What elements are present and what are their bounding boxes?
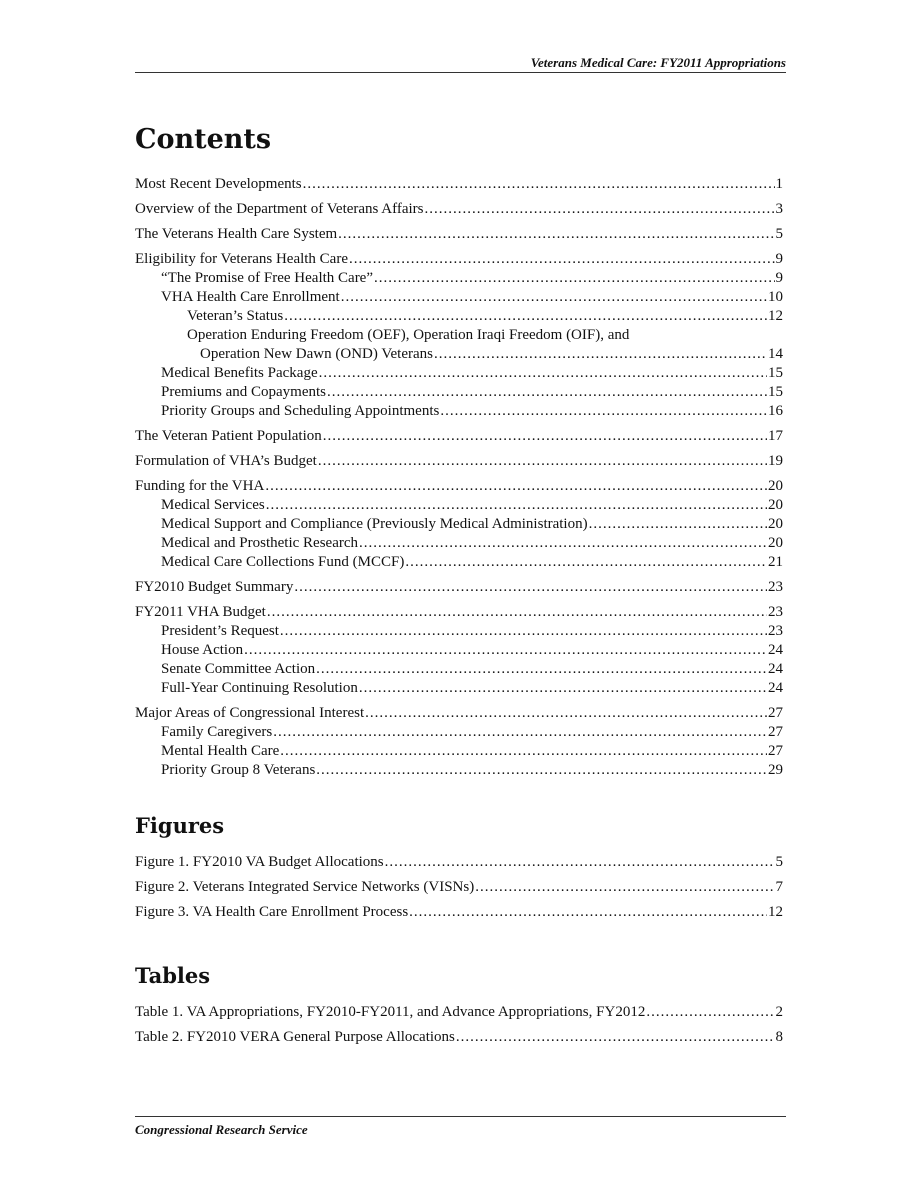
dot-leader <box>359 534 767 553</box>
toc-entry[interactable] <box>135 660 783 679</box>
figures-title: Figures <box>135 813 225 838</box>
dot-leader <box>434 345 767 364</box>
toc-entry-title: Mental Health Care <box>161 743 280 759</box>
dot-leader <box>316 761 767 780</box>
toc-entry[interactable] <box>135 452 783 471</box>
toc-page-number: 23 <box>768 579 783 595</box>
toc-page-number: 29 <box>768 762 783 778</box>
toc-page-number: 14 <box>768 346 783 362</box>
toc-entry[interactable] <box>135 200 783 219</box>
toc-page-number: 15 <box>768 384 783 400</box>
toc-page-number: 16 <box>768 403 783 419</box>
dot-leader <box>265 477 767 496</box>
toc-entry-title: Medical Support and Compliance (Previously Medical Administration) <box>161 516 588 532</box>
toc-page-number: 27 <box>768 705 783 721</box>
toc-entry-title: Figure 1. FY2010 VA Budget Allocations <box>135 854 384 870</box>
toc-entry[interactable] <box>135 326 783 364</box>
toc-entry-title: Priority Groups and Scheduling Appointments <box>161 403 440 419</box>
dot-leader <box>318 452 767 471</box>
toc-page-number: 10 <box>768 289 783 305</box>
dot-leader <box>385 853 775 872</box>
toc-entry-title: Formulation of VHA’s Budget <box>135 453 317 469</box>
figures-section <box>135 812 783 922</box>
toc-entry-title: “The Promise of Free Health Care” <box>161 270 373 286</box>
figure-entry[interactable] <box>135 878 783 897</box>
toc-page-number: 1 <box>775 176 783 192</box>
tables-section <box>135 962 783 1047</box>
dot-leader <box>341 288 767 307</box>
toc-entry-title: Medical Benefits Package <box>161 365 318 381</box>
toc-page-number: 17 <box>768 428 783 444</box>
dot-leader <box>284 307 767 326</box>
toc-entry[interactable] <box>135 496 783 515</box>
toc-page-number: 3 <box>775 201 783 217</box>
toc-entry-title: VHA Health Care Enrollment <box>161 289 340 305</box>
toc-entry[interactable] <box>135 534 783 553</box>
toc-page-number: 24 <box>768 642 783 658</box>
toc-entry-title: Table 1. VA Appropriations, FY2010-FY2011, and Advance Appropriations, FY2012 <box>135 1004 646 1020</box>
toc-page-number: 20 <box>768 535 783 551</box>
toc-entry[interactable] <box>135 723 783 742</box>
toc-entry-title: Premiums and Copayments <box>161 384 326 400</box>
toc-entry-title: Operation Enduring Freedom (OEF), Operation Iraqi Freedom (OIF), and <box>187 327 630 343</box>
dot-leader <box>244 641 767 660</box>
toc-page-number: 2 <box>775 1004 783 1020</box>
table-entry[interactable] <box>135 1003 783 1022</box>
toc-entry-title: Full-Year Continuing Resolution <box>161 680 358 696</box>
dot-leader <box>409 903 767 922</box>
toc-content <box>135 120 783 1047</box>
toc-page-number: 23 <box>768 623 783 639</box>
toc-entry[interactable] <box>135 477 783 496</box>
toc-entry-title: The Veterans Health Care System <box>135 226 338 242</box>
toc-page-number: 20 <box>768 497 783 513</box>
dot-leader <box>280 622 767 641</box>
toc-entry[interactable] <box>135 269 783 288</box>
figures-list <box>135 853 783 922</box>
dot-leader <box>316 660 767 679</box>
dot-leader <box>646 1003 774 1022</box>
dot-leader <box>349 250 775 269</box>
footer-text: Congressional Research Service <box>135 1122 308 1137</box>
toc-entry-title: Figure 3. VA Health Care Enrollment Process <box>135 904 409 920</box>
toc-entry-title: House Action <box>161 642 244 658</box>
toc-entry-title: The Veteran Patient Population <box>135 428 322 444</box>
toc-entry[interactable] <box>135 761 783 780</box>
toc-page-number: 24 <box>768 661 783 677</box>
toc-page-number: 20 <box>768 516 783 532</box>
toc-page-number: 5 <box>775 226 783 242</box>
dot-leader <box>323 427 767 446</box>
toc-entry[interactable] <box>135 515 783 534</box>
toc-entry-title: Medical Care Collections Fund (MCCF) <box>161 554 405 570</box>
toc-entry-title: Most Recent Developments <box>135 176 302 192</box>
dot-leader <box>327 383 767 402</box>
dot-leader <box>359 679 767 698</box>
toc-entry[interactable] <box>135 383 783 402</box>
toc-entry[interactable] <box>135 704 783 723</box>
dot-leader <box>456 1028 775 1047</box>
toc-page-number: 7 <box>775 879 783 895</box>
toc-entry-continuation <box>187 345 783 364</box>
toc-entry[interactable] <box>135 603 783 622</box>
toc-entry[interactable] <box>135 250 783 269</box>
toc-entry[interactable] <box>135 578 783 597</box>
dot-leader <box>440 402 767 421</box>
contents-list <box>135 175 783 780</box>
toc-page-number: 12 <box>768 904 783 920</box>
toc-page-number: 27 <box>768 724 783 740</box>
toc-entry[interactable] <box>135 402 783 421</box>
toc-entry-title: Veteran’s Status <box>187 308 284 324</box>
tables-list <box>135 1003 783 1047</box>
toc-entry-title: Overview of the Department of Veterans Affairs <box>135 201 424 217</box>
dot-leader <box>267 603 767 622</box>
dot-leader <box>280 742 767 761</box>
toc-entry[interactable] <box>135 288 783 307</box>
dot-leader <box>405 553 767 572</box>
toc-entry[interactable] <box>135 742 783 761</box>
toc-entry[interactable] <box>135 679 783 698</box>
table-entry[interactable] <box>135 1028 783 1047</box>
toc-page-number: 5 <box>775 854 783 870</box>
toc-entry-title: Medical and Prosthetic Research <box>161 535 359 551</box>
tables-title: Tables <box>135 963 211 988</box>
dot-leader <box>303 175 775 194</box>
page-header <box>135 56 786 73</box>
page-footer <box>135 1116 786 1138</box>
toc-page-number: 19 <box>768 453 783 469</box>
toc-entry[interactable] <box>135 641 783 660</box>
toc-page-number: 27 <box>768 743 783 759</box>
toc-entry-title: Priority Group 8 Veterans <box>161 762 316 778</box>
toc-entry[interactable] <box>135 307 783 326</box>
dot-leader <box>589 515 767 534</box>
dot-leader <box>294 578 767 597</box>
toc-entry-title: Family Caregivers <box>161 724 273 740</box>
contents-title: Contents <box>135 124 272 155</box>
toc-page-number: 21 <box>768 554 783 570</box>
toc-page-number: 8 <box>775 1029 783 1045</box>
dot-leader <box>338 225 774 244</box>
dot-leader <box>273 723 767 742</box>
toc-page-number: 12 <box>768 308 783 324</box>
toc-entry-title: Operation New Dawn (OND) Veterans <box>200 346 433 362</box>
dot-leader <box>425 200 775 219</box>
toc-entry[interactable] <box>135 427 783 446</box>
dot-leader <box>365 704 767 723</box>
toc-page-number: 24 <box>768 680 783 696</box>
toc-entry-title: Medical Services <box>161 497 265 513</box>
toc-entry-title: Figure 2. Veterans Integrated Service Networks (VISNs) <box>135 879 475 895</box>
toc-entry-title: Major Areas of Congressional Interest <box>135 705 365 721</box>
toc-entry[interactable] <box>135 622 783 641</box>
toc-entry[interactable] <box>135 225 783 244</box>
toc-entry-title: Table 2. FY2010 VERA General Purpose Allocations <box>135 1029 455 1045</box>
toc-entry-title: Funding for the VHA <box>135 478 265 494</box>
dot-leader <box>374 269 775 288</box>
dot-leader <box>266 496 767 515</box>
toc-page-number: 9 <box>775 270 783 286</box>
toc-page-number: 15 <box>768 365 783 381</box>
figure-entry[interactable] <box>135 853 783 872</box>
toc-entry[interactable] <box>135 553 783 572</box>
dot-leader <box>475 878 774 897</box>
dot-leader <box>319 364 767 383</box>
toc-page-number: 23 <box>768 604 783 620</box>
toc-page-number: 9 <box>775 251 783 267</box>
toc-entry[interactable] <box>135 175 783 194</box>
toc-entry[interactable] <box>135 364 783 383</box>
toc-entry-title: FY2010 Budget Summary <box>135 579 294 595</box>
toc-entry-title: Eligibility for Veterans Health Care <box>135 251 348 267</box>
running-title: Veterans Medical Care: FY2011 Appropriations <box>530 55 786 70</box>
toc-page-number: 20 <box>768 478 783 494</box>
toc-entry-title: Senate Committee Action <box>161 661 316 677</box>
toc-entry-title: President’s Request <box>161 623 279 639</box>
toc-entry-title: FY2011 VHA Budget <box>135 604 266 620</box>
figure-entry[interactable] <box>135 903 783 922</box>
